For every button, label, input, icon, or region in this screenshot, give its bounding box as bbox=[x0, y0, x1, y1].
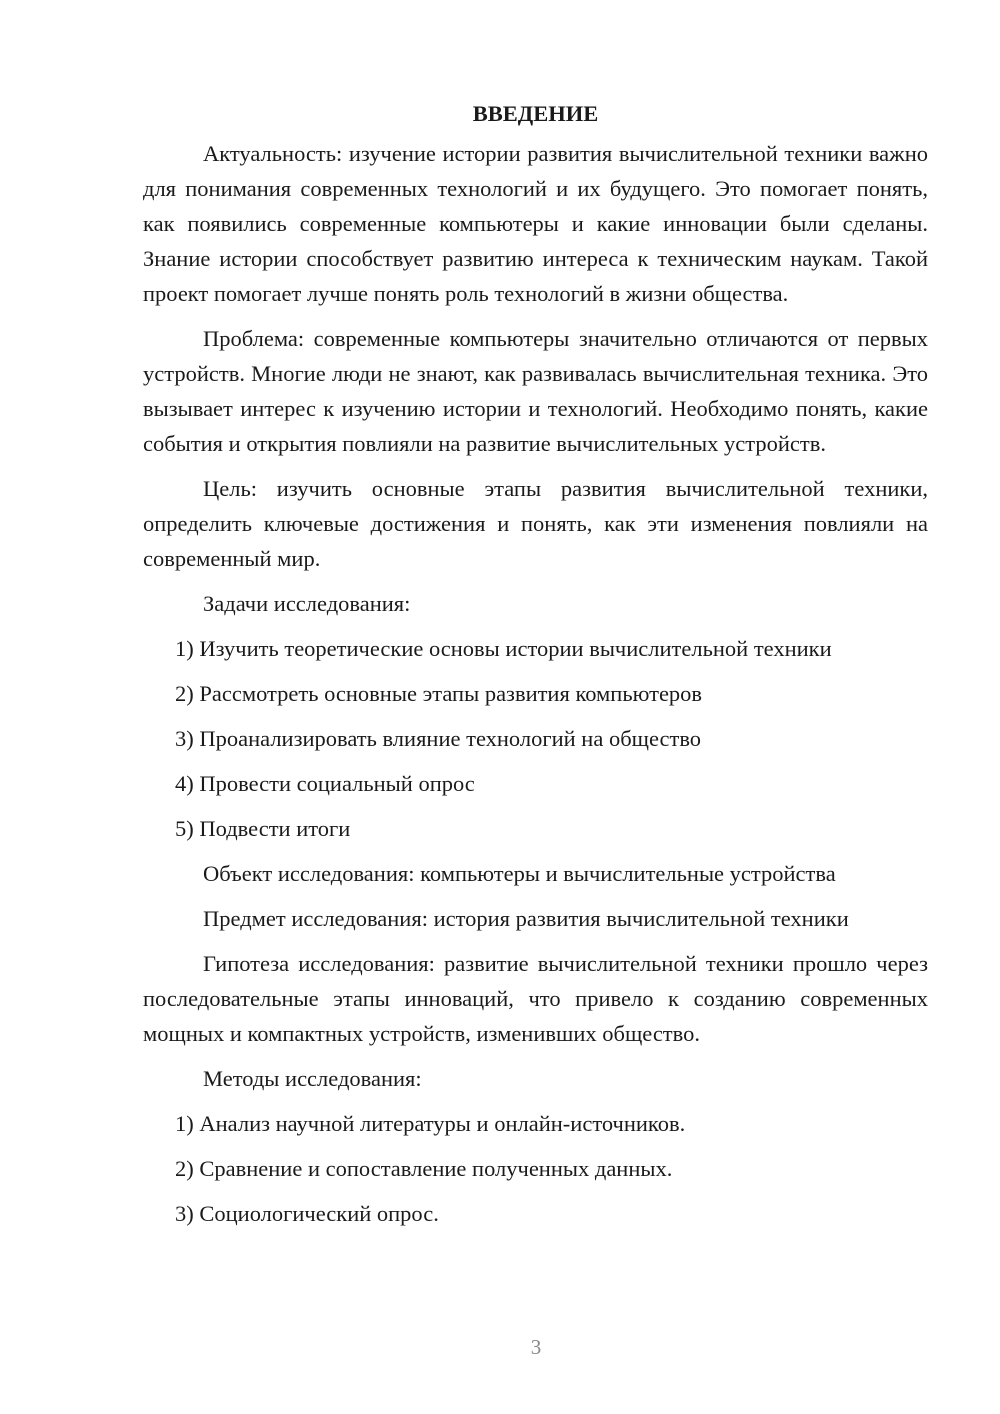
list-item: 1) Анализ научной литературы и онлайн-источников. bbox=[175, 1111, 686, 1136]
research-subject: Предмет исследования: история развития вычислительной техники bbox=[203, 906, 849, 931]
tasks-list bbox=[143, 631, 928, 846]
list-item: 5) Подвести итоги bbox=[175, 816, 351, 841]
list-item: 3) Социологический опрос. bbox=[175, 1201, 439, 1226]
page-content bbox=[143, 96, 928, 1241]
goal-paragraph: Цель: изучить основные этапы развития вычислительной техники, определить ключевые достижения и понять, как эти изменения повлияли на современный мир. bbox=[143, 476, 928, 571]
relevance-paragraph: Актуальность: изучение истории развития вычислительной техники важно для понимания современных технологий и их будущего. Это помогает понять, как появились современные компьютеры и какие инновации были сделаны. Знание истории способствует развитию интереса к техническим наукам. Такой проект помогает лучше понять роль технологий в жизни общества. bbox=[143, 141, 928, 306]
methods-list bbox=[143, 1106, 928, 1231]
hypothesis-paragraph: Гипотеза исследования: развитие вычислительной техники прошло через последовательные этапы инноваций, что привело к созданию современных мощных и компактных устройств, изменивших общество. bbox=[143, 951, 928, 1046]
section-title: ВВЕДЕНИЕ bbox=[472, 101, 599, 126]
research-object: Объект исследования: компьютеры и вычислительные устройства bbox=[203, 861, 836, 886]
problem-paragraph: Проблема: современные компьютеры значительно отличаются от первых устройств. Многие люди не знают, как развивалась вычислительная техника. Это вызывает интерес к изучению истории и технологий. Необходимо понять, какие события и открытия повлияли на развитие вычислительных устройств. bbox=[143, 326, 928, 456]
page-number: 3 bbox=[530, 1335, 542, 1359]
list-item: 1) Изучить теоретические основы истории вычислительной техники bbox=[175, 636, 832, 661]
list-item: 3) Проанализировать влияние технологий на общество bbox=[175, 726, 702, 751]
methods-heading: Методы исследования: bbox=[203, 1066, 422, 1091]
list-item: 2) Рассмотреть основные этапы развития компьютеров bbox=[175, 681, 703, 706]
tasks-heading: Задачи исследования: bbox=[203, 591, 411, 616]
list-item: 4) Провести социальный опрос bbox=[175, 771, 475, 796]
list-item: 2) Сравнение и сопоставление полученных данных. bbox=[175, 1156, 673, 1181]
